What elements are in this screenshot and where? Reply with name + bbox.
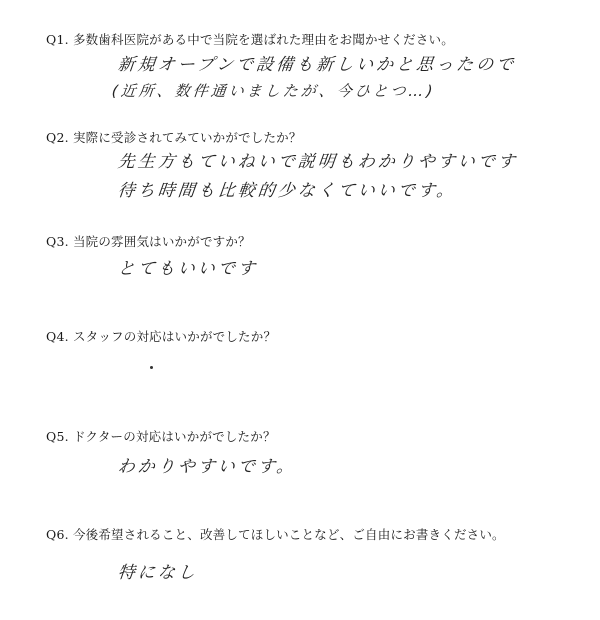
answer-5-line-1: わかりやすいです。 [116, 457, 298, 477]
answer-2-line-1: 先生方もていねいで説明もわかりやすいです [116, 152, 519, 172]
stray-mark [150, 366, 153, 369]
question-1: Q1. 多数歯科医院がある中で当院を選ばれた理由をお聞かせください。 [46, 32, 454, 47]
answer-2-line-2: 待ち時間も比較的少なくていいです。 [116, 181, 458, 201]
answer-3-line-1: とてもいいです [116, 259, 259, 279]
answer-1-line-1: 新規オープンで設備も新しいかと思ったので [116, 55, 518, 75]
question-3: Q3. 当院の雰囲気はいかがですか？ [46, 234, 251, 249]
question-5: Q5. ドクターの対応はいかがでしたか？ [46, 429, 276, 444]
question-2: Q2. 実際に受診されてみていかがでしたか？ [46, 130, 302, 145]
question-4: Q4. スタッフの対応はいかがでしたか？ [46, 329, 277, 344]
answer-1-line-2: (近所、数件通いましたが、今ひとつ…) [111, 82, 437, 100]
question-6: Q6. 今後希望されること、改善してほしいことなど、ご自由にお書きください。 [46, 527, 505, 542]
answer-6-line-1: 特になし [116, 563, 199, 583]
